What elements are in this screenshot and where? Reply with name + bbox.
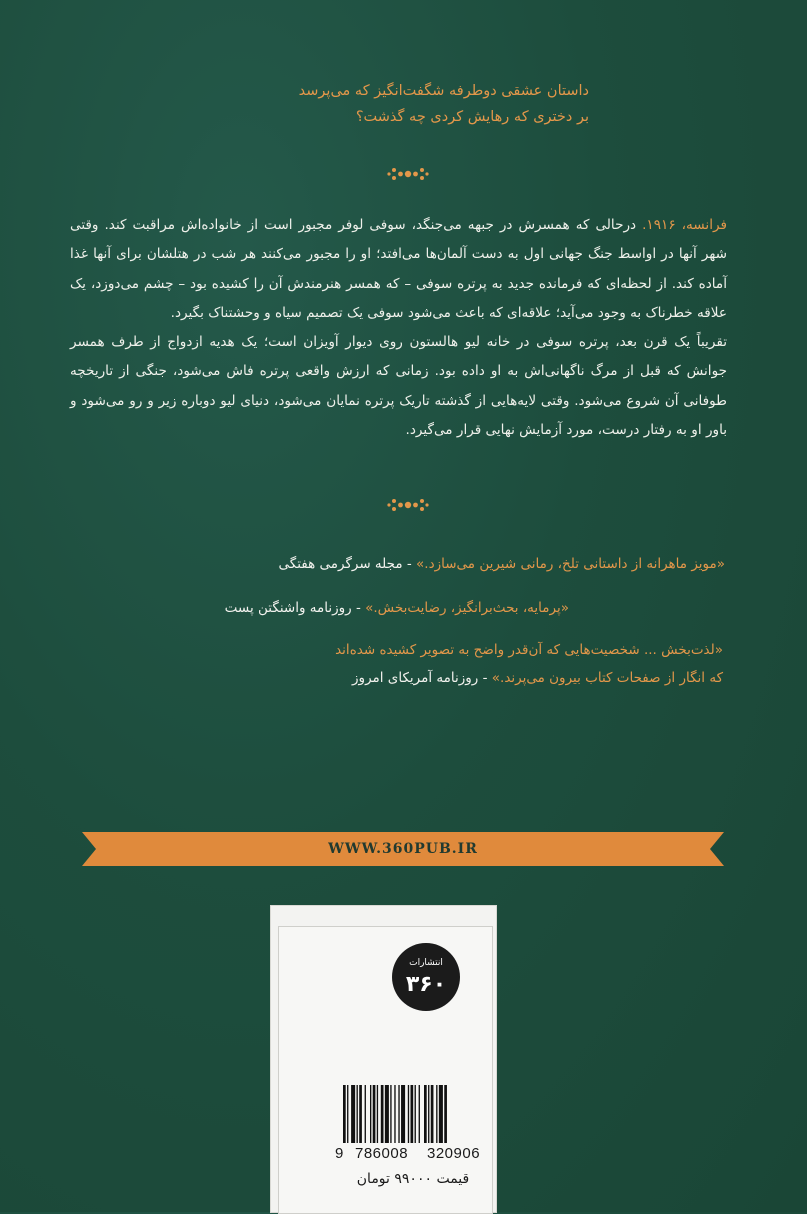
book-blurb	[70, 211, 727, 445]
website-url[interactable]: WWW.360PUB.IR	[328, 841, 478, 857]
tagline	[189, 78, 589, 130]
price-label: قیمت ۹۹۰۰۰ تومان	[356, 1171, 470, 1187]
blurb-paragraph-2: تقریباً یک قرن بعد، پرتره سوفی در خانه لیو هالستون روی دیوار آویزان است؛ یک هدیه ازدواج از طرف همسر جوانش که قبل از مرگ ناگهانی‌اش به او داده بود. زمانی که ارزش واقعی پرتره فاش می‌شود، جنگی از تاریخچه طوفانی آن شروع می‌شود. وقتی لایه‌هایی از گذشته تاریک پرتره نمایان می‌شود، دنیای لیو دوباره زیر و رو می‌شود و باور او به رفتار درست، مورد آزمایش نهایی قرار می‌گیرد.	[70, 334, 727, 439]
ornament-divider-top	[385, 163, 431, 185]
website-ribbon	[82, 832, 724, 866]
publisher-number: ۳۶۰	[405, 972, 447, 997]
price-sticker	[271, 906, 496, 1212]
blurb-paragraph-1: فرانسه، ۱۹۱۶. درحالی که همسرش در جبهه می‌جنگد، سوفی لوفر مجبور است از خانواده‌اش مراقبت کند. وقتی شهر آنها در اواسط جنگ جهانی اول به دست آلمان‌ها می‌افتد؛ او را مجبور می‌کنند هر شب در هتلشان برای آنها غذا آماده کند. از لحظه‌ای که فرمانده جدید به پرتره سوفی – که همسر هنرمندش آن را کشیده بود – چشم می‌دوزد، یک علاقه خطرناک به وجود می‌آید؛ علاقه‌ای که باعث می‌شود سوفی یک تصمیم سیاه و وحشتناک بگیرد.	[70, 217, 727, 321]
ornament-divider-bottom	[385, 494, 431, 516]
publisher-label: انتشارات	[409, 958, 443, 968]
review-quote-line-1: «لذت‌بخش ... شخصیت‌هایی که آن‌قدر واضح به تصویر کشیده شده‌اند	[335, 642, 723, 658]
review-2	[0, 594, 569, 622]
blurb-date: فرانسه، ۱۹۱۶.	[642, 217, 727, 233]
review-3	[103, 636, 723, 692]
review-quote: «پرمایه، بحث‌برانگیز، رضایت‌بخش.»	[365, 600, 569, 616]
barcode	[341, 1085, 491, 1143]
tagline-line-1: داستان عشقی دوطرفه شگفت‌انگیز که می‌پرسد	[298, 83, 589, 99]
tagline-line-2: بر دختری که رهایش کردی چه گذشت؟	[355, 109, 589, 125]
review-1	[105, 550, 725, 578]
review-source: - روزنامه واشنگتن پست	[224, 600, 366, 616]
review-source: - روزنامه آمریکای امروز	[352, 670, 492, 686]
review-quote-line-2: که انگار از صفحات کتاب بیرون می‌پرند.»	[491, 670, 723, 686]
sticker-label: انتشارات ۳۶۰ 9 786008 320906 قیمت ۹۹۰۰۰ تومان	[278, 926, 493, 1214]
review-quote: «مویز ماهرانه از داستانی تلخ، رمانی شیرین می‌سازد.»	[416, 556, 725, 572]
publisher-logo-icon	[390, 941, 462, 1013]
review-source: - مجله سرگرمی هفتگی	[278, 556, 417, 572]
